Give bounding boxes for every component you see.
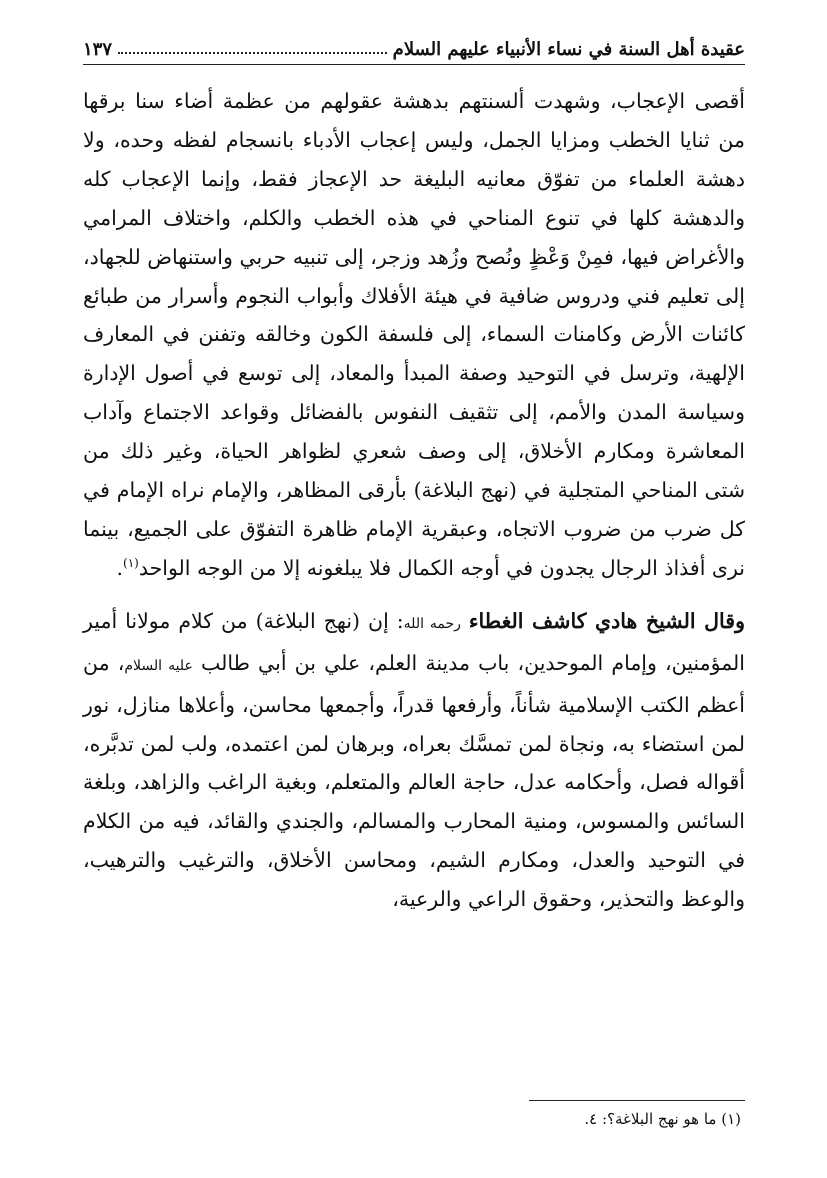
page-number: ١٣٧ <box>83 39 113 60</box>
honorific-glyph: عليه السلام <box>124 657 193 674</box>
speaker-honorific: رحمه الله <box>403 615 461 632</box>
main-text <box>83 82 745 919</box>
paragraph-1-text: أقصى الإعجاب، وشهدت ألسنتهم بدهشة عقولهم من عظمة أضاء سنا برقها من ثنايا الخطب ومزايا الجمل، وليس إعجاب الأدباء بانسجام لفظه وحده، ولا دهشة العلماء من تفوّق معانيه البليغة حد الإعجاز فقط، وإنما الإعجاب كله والدهشة كلها في تنوع المناحي في هذه الخطب والكلم، واختلاف المرامي والأغراض فيها، فمِنْ وَعْظٍ ونُصح وزُهد وزجر، إلى تنبيه حربي واستنهاض للجهاد، إلى تعليم فني ودروس ضافية في هيئة الأفلاك وأبواب النجوم وأسرار من طبائع كائنات الأرض وكامنات السماء، إلى فلسفة الكون وخالقه وتفنن في المعارف الإلهية، وترسل في التوحيد وصفة المبدأ والمعاد، إلى توسع في أصول الإدارة وسياسة المدن والأمم، إلى تثقيف النفوس بالفضائل وقواعد الاجتماع وآداب المعاشرة ومكارم الأخلاق، إلى وصف شعري لظواهر الحياة، وغير ذلك من شتى المناحي المتجلية في (نهج البلاغة) بأرقى المظاهر، والإمام نراه الإمام في كل ضرب من ضروب الاتجاه، وعبقرية الإمام ظاهرة التفوّق على الجميع، بينما نرى أفذاذ الرجال يجدون في أوجه الكمال فلا يبلغونه إلا من الوجه الواحد <box>83 89 745 580</box>
paragraph-2 <box>83 602 745 919</box>
paragraph-1-end: . <box>116 555 123 580</box>
footnote-marker[interactable]: (١) <box>123 556 139 571</box>
header-dot-leader <box>118 52 387 54</box>
running-title: عقيدة أهل السنة في نساء الأنبياء عليهم السلام <box>392 39 745 60</box>
paragraph-2-text-a: : إن (نهج البلاغة) من كلام مولانا أمير المؤمنين، وإمام الموحدين، باب مدينة العلم، علي بن أبي طالب <box>83 608 745 675</box>
speaker-name: وقال الشيخ هادي كاشف الغطاء <box>468 608 745 633</box>
running-header <box>83 34 745 60</box>
paragraph-1 <box>83 82 745 588</box>
paragraph-2-text-b: ، من أعظم الكتب الإسلامية شأناً، وأرفعها قدراً، وأجمعها محاسن، وأعلاها منازل، نور لمن استضاء به، ونجاة لمن تمسَّك بعراه، وبرهان لمن اعتمده، ولب لمن تدبَّره، أقواله فصل، وأحكامه عدل، حاجة العالم والمتعلم، وبغية الراغب والزاهد، وبلغة السائس والمسوس، ومنية المحارب والمسالم، والجندي والقائد، فيه من الكلام في التوحيد والعدل، ومكارم الشيم، ومحاسن الأخلاق، والترغيب والترهيب، والوعظ والتحذير، وحقوق الراعي والرعية، <box>83 650 745 912</box>
header-divider <box>83 64 745 65</box>
footnote-divider <box>529 1100 745 1101</box>
footnote: (١) ما هو نهج البلاغة؟: ٤. <box>584 1110 741 1128</box>
